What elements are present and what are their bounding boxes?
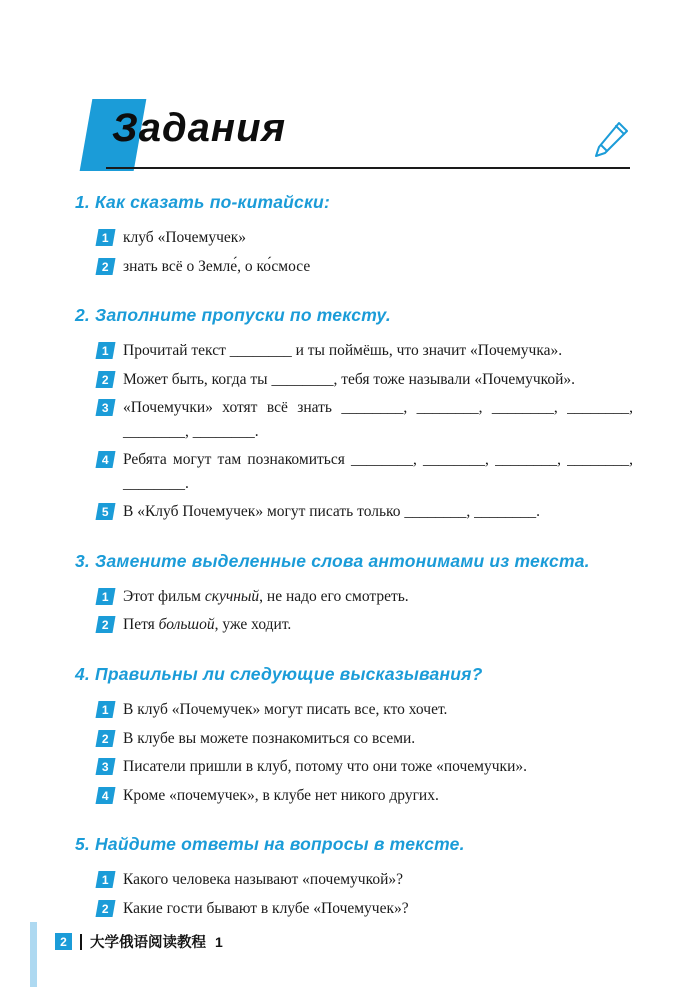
item-number: 1 bbox=[102, 343, 109, 358]
item-text: Этот фильм скучный, не надо его смотреть. bbox=[123, 587, 409, 605]
item-number: 4 bbox=[102, 788, 109, 803]
left-edge-strip bbox=[30, 922, 37, 987]
exercise-item bbox=[97, 897, 633, 921]
item-number: 3 bbox=[102, 400, 109, 415]
exercise-item bbox=[97, 396, 633, 443]
item-text: В клуб «Почемучек» могут писать все, кто хочет. bbox=[123, 701, 448, 719]
exercise-item bbox=[97, 226, 633, 250]
item-number: 5 bbox=[102, 504, 109, 519]
exercise-item bbox=[97, 368, 633, 392]
exercise-item bbox=[97, 698, 633, 722]
item-text: «Почемучки» хотят всё знать ________, ________, ________, ________, ________, ________. bbox=[123, 399, 633, 440]
item-number: 2 bbox=[102, 731, 109, 746]
item-text: Писатели пришли в клуб, потому что они тоже «почемучки». bbox=[123, 758, 527, 776]
item-number: 1 bbox=[102, 589, 109, 604]
item-number: 2 bbox=[102, 901, 109, 916]
item-number-badge bbox=[96, 871, 116, 888]
page-title: Задания bbox=[112, 106, 287, 150]
exercise-section-1 bbox=[75, 192, 633, 278]
item-number: 2 bbox=[102, 259, 109, 274]
section-items bbox=[97, 226, 633, 278]
footer-divider bbox=[80, 934, 82, 950]
item-number: 1 bbox=[102, 702, 109, 717]
exercise-item bbox=[97, 339, 633, 363]
section-items bbox=[97, 339, 633, 524]
item-text: Ребята могут там познакомиться ________, ________, ________, ________, ________. bbox=[123, 451, 633, 492]
exercise-sections bbox=[75, 192, 633, 947]
exercise-item bbox=[97, 448, 633, 495]
item-number: 2 bbox=[102, 617, 109, 632]
exercise-section-5 bbox=[75, 834, 633, 920]
item-number: 4 bbox=[102, 452, 109, 467]
item-number-badge bbox=[96, 787, 116, 804]
item-text: Может быть, когда ты ________, тебя тоже называли «Почемучкой». bbox=[123, 370, 576, 388]
item-number: 1 bbox=[102, 230, 109, 245]
item-number-badge bbox=[96, 229, 116, 246]
exercise-item bbox=[97, 727, 633, 751]
section-heading: 1. Как сказать по-китайски: bbox=[75, 192, 330, 212]
item-text: В «Клуб Почемучек» могут писать только ________, ________. bbox=[123, 503, 541, 521]
exercise-item bbox=[97, 500, 633, 524]
item-number-badge bbox=[96, 399, 116, 416]
item-number-badge bbox=[96, 342, 116, 359]
pencil-icon bbox=[588, 116, 634, 164]
item-text: Кроме «почемучек», в клубе нет никого других. bbox=[123, 786, 439, 804]
item-number-badge bbox=[96, 701, 116, 718]
item-text: Прочитай текст ________ и ты поймёшь, что значит «Почемучка». bbox=[123, 342, 563, 360]
item-text: клуб «Почемучек» bbox=[123, 229, 247, 246]
exercise-item bbox=[97, 784, 633, 808]
exercise-item bbox=[97, 755, 633, 779]
book-volume-number: 1 bbox=[215, 933, 223, 950]
item-number-badge bbox=[96, 900, 116, 917]
item-text: Петя большой, уже ходит. bbox=[123, 616, 292, 634]
exercise-item bbox=[97, 585, 633, 609]
exercise-section-4 bbox=[75, 664, 633, 807]
section-heading: 2. Заполните пропуски по тексту. bbox=[75, 305, 391, 326]
section-heading: 5. Найдите ответы на вопросы в тексте. bbox=[75, 834, 465, 855]
section-heading: 4. Правильны ли следующие высказывания? bbox=[75, 664, 483, 685]
item-number: 3 bbox=[102, 759, 109, 774]
section-heading: 3. Замените выделенные слова антонимами из текста. bbox=[75, 550, 590, 571]
item-text: Какого человека называют «почемучкой»? bbox=[123, 871, 403, 889]
exercise-item bbox=[97, 255, 633, 279]
section-items bbox=[97, 698, 633, 807]
page-footer bbox=[55, 931, 223, 952]
item-number-badge bbox=[96, 503, 116, 520]
item-text: знать всё о Земле́, о ко́смосе bbox=[123, 257, 311, 275]
item-number-badge bbox=[96, 588, 116, 605]
item-text: В клубе вы можете познакомиться со всеми. bbox=[123, 729, 416, 747]
exercise-item bbox=[97, 613, 633, 637]
item-number: 1 bbox=[102, 872, 109, 887]
item-number-badge bbox=[96, 371, 116, 388]
exercise-section-2 bbox=[75, 305, 633, 524]
item-number-badge bbox=[96, 730, 116, 747]
item-number-badge bbox=[96, 451, 116, 468]
title-underline bbox=[106, 167, 630, 169]
book-title: 大学俄语阅读教程 bbox=[90, 935, 206, 951]
section-items bbox=[97, 868, 633, 920]
item-number-badge bbox=[96, 258, 116, 275]
exercise-section-3 bbox=[75, 551, 633, 637]
item-number-badge bbox=[96, 616, 116, 633]
item-number: 2 bbox=[102, 372, 109, 387]
page-number-badge: 2 bbox=[55, 933, 72, 950]
section-items bbox=[97, 585, 633, 637]
item-text: Какие гости бывают в клубе «Почемучек»? bbox=[123, 899, 409, 917]
item-number-badge bbox=[96, 758, 116, 775]
exercise-item bbox=[97, 868, 633, 892]
